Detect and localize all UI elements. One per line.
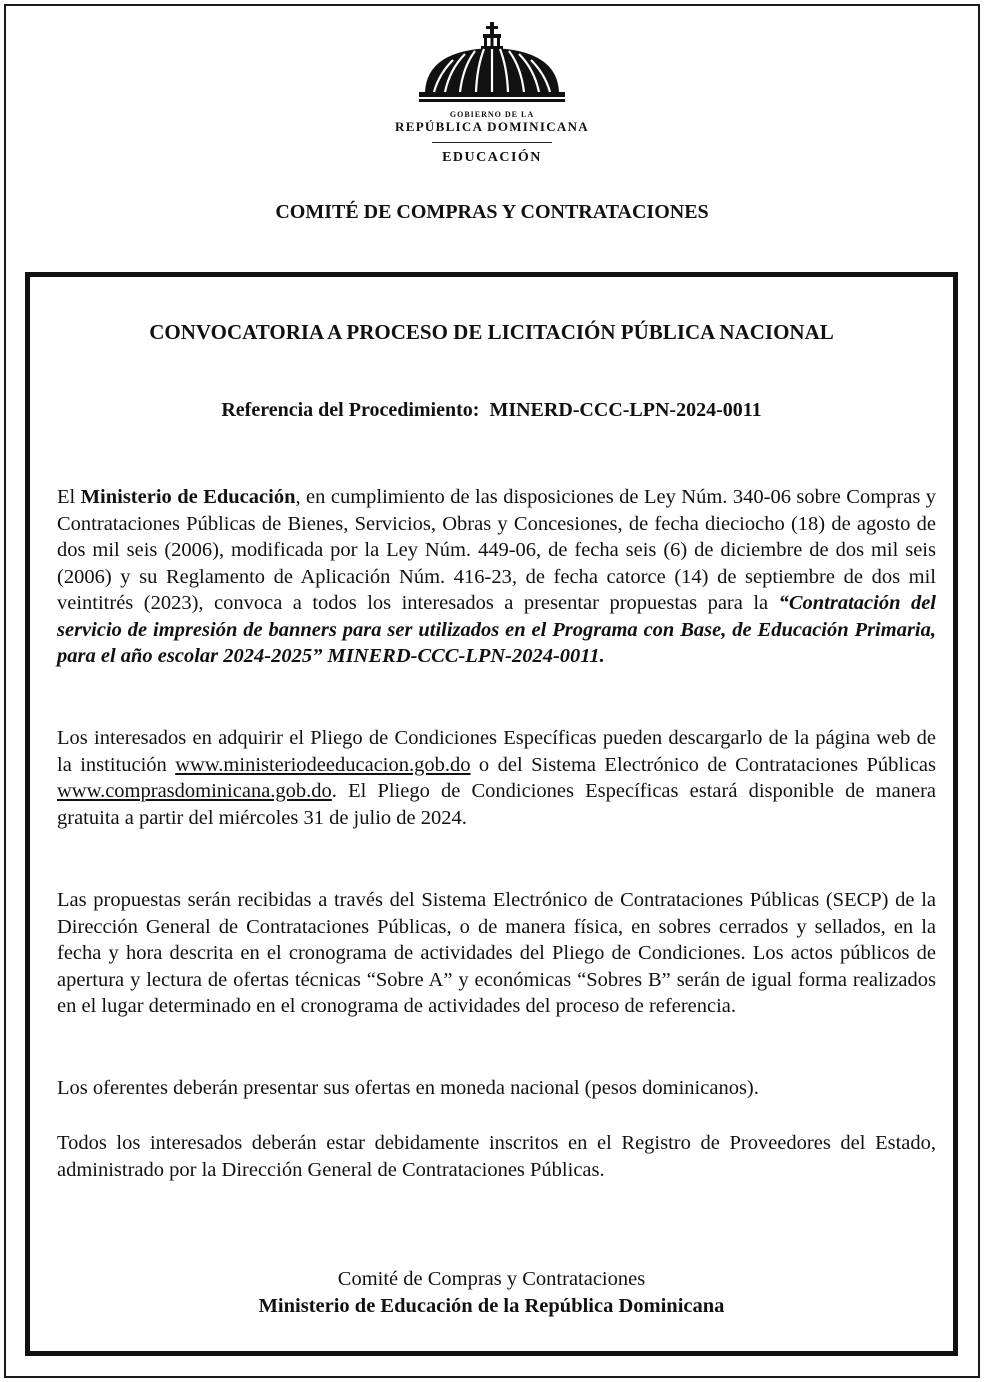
ministry-website-link[interactable]: www.ministeriodeeducacion.gob.do bbox=[175, 753, 471, 776]
notice-box bbox=[25, 272, 958, 1356]
compras-website-link[interactable]: www.comprasdominicana.gob.do bbox=[57, 780, 332, 802]
p2-text-2: o del Sistema Electrónico de Contrataciones Públicas bbox=[470, 753, 936, 776]
signature-ministry: Ministerio de Educación de la República Dominicana bbox=[258, 1295, 725, 1317]
p1-text-1: El bbox=[57, 486, 81, 508]
reference-code: MINERD-CCC-LPN-2024-0011 bbox=[489, 399, 762, 421]
paragraph-download bbox=[57, 725, 936, 831]
contract-title: “Contratación del servicio de impresión de banners para ser utilizados en el Programa con Base, de Educación Primaria, para el año escolar 2024-2025” MINERD-CCC-LPN-2024-0011. bbox=[57, 592, 936, 667]
logo-small-text: GOBIERNO DE LA bbox=[449, 110, 535, 119]
dome-emblem-icon bbox=[417, 22, 567, 104]
paragraph-invitation bbox=[57, 484, 936, 670]
logo-divider bbox=[432, 142, 552, 143]
committee-header: COMITÉ DE COMPRAS Y CONTRATACIONES bbox=[275, 201, 709, 223]
p2-text-1: Los interesados en adquirir el Pliego de Condiciones Específicas pueden descargarlo de la página web de la institución bbox=[57, 727, 936, 776]
ministry-name: Ministerio de Educación bbox=[80, 486, 296, 508]
paragraph-registry: Todos los interesados deberán estar debidamente inscritos en el Registro de Proveedores del Estado, administrado por la Dirección General de Contrataciones Públicas. bbox=[57, 1132, 936, 1181]
p1-text-2: , en cumplimiento de las disposiciones de Ley Núm. 340-06 sobre Compras y Contrataciones Públicas de Bienes, Servicios, Obras y Concesiones, de fecha dieciocho (18) de agosto de dos mil seis (2006), modificada por la Ley Núm. 449-06, de fecha seis (6) de diciembre de dos mil seis (2006) y su Reglamento de Aplicación Núm. 416-23, de fecha catorce (14) de septiembre de dos mil veintitrés (2023), convoca a todos los interesados a presentar propuestas para la bbox=[57, 486, 937, 614]
logo-department-text: EDUCACIÓN bbox=[442, 150, 542, 165]
paragraph-currency: Los oferentes deberán presentar sus ofertas en moneda nacional (pesos dominicanos). bbox=[57, 1077, 759, 1099]
p2-text-3: . El Pliego de Condiciones Específicas estará disponible de manera gratuita a partir del miércoles 31 de julio de 2024. bbox=[57, 780, 936, 829]
notice-title: CONVOCATORIA A PROCESO DE LICITACIÓN PÚBLICA NACIONAL bbox=[149, 320, 834, 344]
logo-country-text: REPÚBLICA DOMINICANA bbox=[395, 119, 589, 134]
signature-committee: Comité de Compras y Contrataciones bbox=[337, 1268, 646, 1290]
government-logo bbox=[372, 22, 612, 184]
reference-label: Referencia del Procedimiento: bbox=[221, 399, 480, 421]
paragraph-proposals: Las propuestas serán recibidas a través del Sistema Electrónico de Contrataciones Públicas (SECP) de la Dirección General de Contrataciones Públicas, o de manera física, en sobres cerrados y sellados, en la fecha y hora descrita en el cronograma de actividades del Pliego de Condiciones. Los actos públicos de apertura y lectura de ofertas técnicas “Sobre A” y económicas “Sobres B” serán de igual forma realizados en el lugar determinado en el cronograma de actividades del proceso de referencia. bbox=[57, 889, 936, 1017]
reference-line bbox=[30, 396, 953, 424]
